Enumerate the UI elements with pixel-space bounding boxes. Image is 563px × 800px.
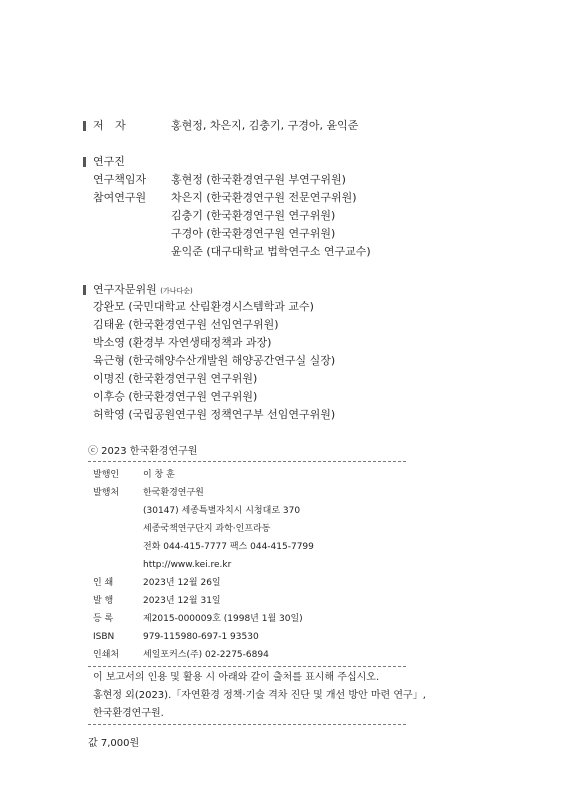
advisory-note: (가나다순) [160,287,193,295]
authors-names: 홍현정, 차은지, 김충기, 구경아, 윤익준 [171,119,359,132]
citation-line: 한국환경연구원. [93,708,164,719]
divider [88,724,406,725]
pub-label: 발 행 [93,596,114,606]
advisor: 강완모 (국민대학교 산림환경시스템학과 교수) [93,300,314,313]
pub-value: 이 창 훈 [143,470,175,480]
section-marker [83,157,86,167]
lead-researcher: 홍현정 (한국환경연구원 부연구위원) [171,173,346,186]
member-role: 참여연구원 [93,191,147,204]
pub-value: 제2015-000009호 (1998년 1월 30일) [143,614,303,624]
lead-role: 연구책임자 [93,173,147,186]
member: 구경아 (한국환경연구원 연구위원) [171,227,336,240]
advisor: 육근형 (한국해양수산개발원 해양공간연구실 실장) [93,354,336,367]
pub-value: 979-115980-697-1 93530 [143,632,259,642]
pub-label: 인쇄처 [93,650,120,660]
pub-label: 인 쇄 [93,578,114,588]
advisory-title: 연구자문위원 [93,283,157,296]
member: 차은지 (한국환경연구원 전문연구위원) [171,191,357,204]
pub-label: 등 록 [93,614,114,624]
advisory-heading [93,283,193,298]
pub-label: ISBN [93,632,115,642]
research-team-heading: 연구진 [93,155,125,168]
advisor: 김태윤 (한국환경연구원 선임연구위원) [93,318,279,331]
copyright: ⓒ 2023 한국환경연구원 [88,446,198,457]
divider [88,666,406,667]
advisor: 이명진 (한국환경연구원 연구위원) [93,372,258,385]
pub-value: 전화 044-415-7777 팩스 044-415-7799 [143,542,314,552]
section-marker [83,285,86,295]
citation-line: 홍현정 외(2023).「자연환경 정책·기술 격차 진단 및 개선 방안 마련 연구」, [93,690,426,701]
advisor: 허학영 (국립공원연구원 정책연구부 선임연구위원) [93,408,336,421]
pub-value: 세종국책연구단지 과학·인프라동 [143,524,271,534]
pub-value: (30147) 세종특별자치시 시청대로 370 [143,506,301,516]
pub-label: 발행인 [93,470,120,480]
advisor: 이후승 (한국환경연구원 연구위원) [93,390,258,403]
pub-value: http://www.kei.re.kr [143,560,232,570]
pub-label: 발행처 [93,488,120,498]
member: 윤익준 (대구대학교 법학연구소 연구교수) [171,245,371,258]
pub-value: 한국환경연구원 [143,488,204,498]
pub-value: 2023년 12월 31일 [143,596,221,606]
section-marker [83,121,86,131]
price: 값 7,000원 [88,738,140,749]
pub-value: 2023년 12월 26일 [143,578,221,588]
member: 김충기 (한국환경연구원 연구위원) [171,209,336,222]
advisor: 박소영 (환경부 자연생태정책과 과장) [93,336,272,349]
citation-line: 이 보고서의 인용 및 활용 시 아래와 같이 출처를 표시해 주십시오. [93,672,380,683]
pub-value: 세일포커스(주) 02-2275-6894 [143,650,269,660]
authors-label: 저 자 [93,119,126,132]
divider [88,461,406,462]
